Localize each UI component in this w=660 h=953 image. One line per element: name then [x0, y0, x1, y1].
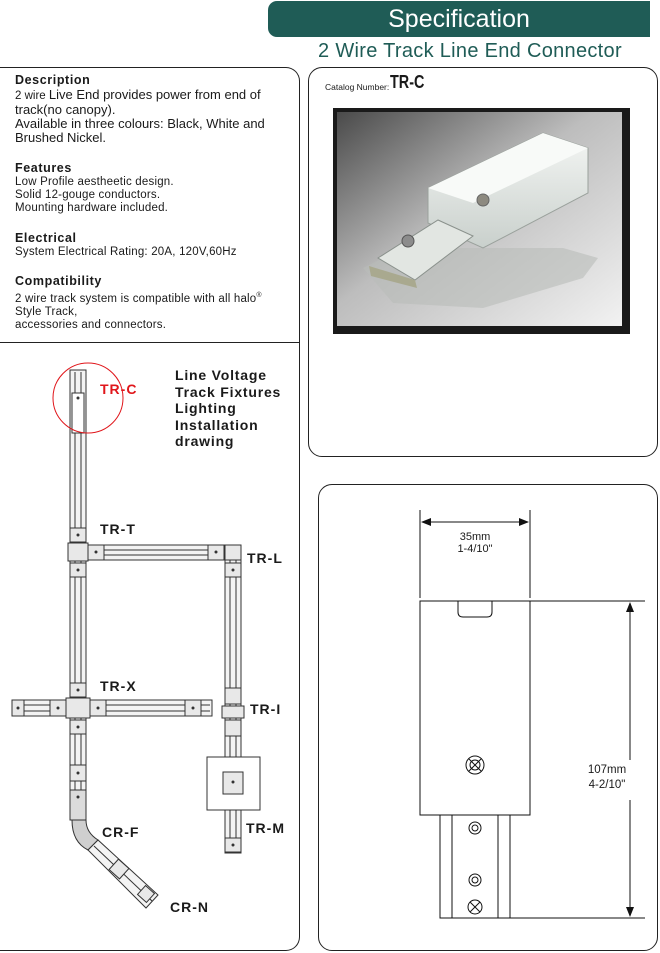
width-dimension	[440, 531, 510, 555]
description-line-4: Brushed Nickel.	[15, 130, 107, 145]
description-line-2: track(no canopy).	[15, 102, 116, 117]
electrical-section	[15, 231, 300, 259]
label-cr-f: CR-F	[102, 824, 140, 840]
width-mm: 35mm	[459, 531, 491, 543]
specification-banner: Specification	[268, 1, 650, 37]
features-line-3: Mounting hardware included.	[15, 202, 169, 214]
height-in: 4-2/10"	[588, 779, 626, 791]
registered-mark: ®	[256, 292, 262, 299]
width-in: 1-4/10"	[457, 543, 493, 555]
catalog-number: TR-C	[390, 72, 425, 92]
label-tr-m: TR-M	[246, 820, 285, 836]
drawing-title-line-2: Track Fixtures	[175, 383, 282, 400]
drawing-title-line-3: Lighting	[175, 400, 237, 416]
features-line-2: Solid 12-gouge conductors.	[15, 189, 161, 201]
height-mm: 107mm	[587, 764, 627, 776]
features-line-1: Low Profile aestheetic design.	[15, 176, 174, 188]
description-section	[15, 73, 300, 145]
description-line-3: Available in three colours: Black, White and	[15, 116, 265, 131]
product-photo	[333, 108, 630, 334]
dimension-drawing	[400, 505, 650, 935]
drawing-title-line-5: drawing	[175, 433, 235, 449]
label-tr-x: TR-X	[100, 678, 137, 694]
label-cr-n: CR-N	[170, 899, 209, 915]
label-tr-l: TR-L	[247, 550, 283, 566]
track-layout-drawing	[0, 340, 300, 940]
features-heading: Features	[15, 161, 72, 175]
label-tr-i: TR-I	[250, 701, 282, 717]
compatibility-line-1: 2 wire track system is compatible with all halo®	[15, 292, 262, 305]
product-title: 2 Wire Track Line End Connector	[318, 40, 622, 62]
features-section	[15, 161, 300, 215]
description-line-1: 2 wire Live End provides power from end of	[15, 87, 261, 102]
label-tr-c: TR-C	[100, 381, 138, 397]
electrical-rating: System Electrical Rating: 20A, 120V,60Hz	[15, 246, 237, 258]
drawing-title-line-1: Line Voltage	[175, 367, 267, 383]
compatibility-line-3: accessories and connectors.	[15, 318, 167, 331]
drawing-title-line-4: Installation	[175, 416, 259, 433]
label-tr-t: TR-T	[100, 521, 136, 537]
compatibility-line-2: Style Track,	[15, 305, 78, 318]
compatibility-section	[15, 274, 300, 332]
electrical-heading: Electrical	[15, 231, 77, 245]
catalog-label: Catalog Number:	[325, 82, 390, 92]
compatibility-heading: Compatibility	[15, 274, 102, 288]
description-heading: Description	[15, 73, 91, 87]
height-dimension	[572, 763, 642, 793]
